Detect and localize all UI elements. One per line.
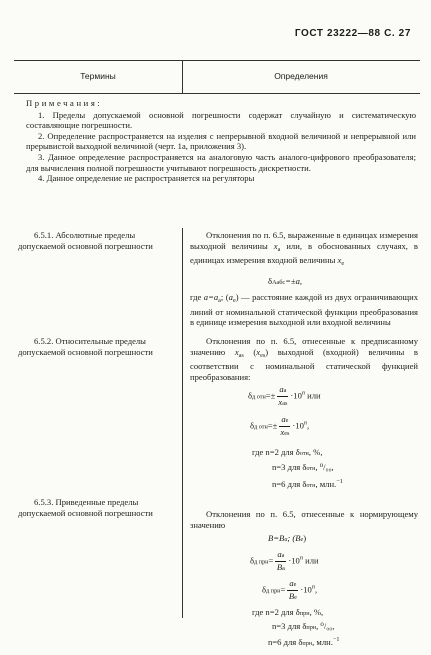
term-6-5-3 (18, 497, 170, 518)
rel-n-2: где n=2 для δотн, %, (252, 447, 323, 457)
term-text: Относительные пределы допускаемой основной погрешности (18, 336, 153, 357)
term-text: Приведенные пределы допускаемой основной погрешности (18, 497, 153, 518)
note-1: 1. Пределы допускаемой основной погрешности содержат случайную и систематическую составляющие погрешности. (26, 109, 416, 131)
formula-b: B=Ba; (Be) (268, 533, 307, 543)
column-terms-heading: Термины (80, 71, 116, 81)
red-n-6: n=6 для δпрн, млн.$^{-1}$ (268, 636, 340, 647)
definition-6-5-1-where (190, 292, 418, 328)
page-header: ГОСТ 23222—88 С. 27 (294, 28, 411, 39)
formula-rel-2: δд отн=± $\frac{ae}{\text{xes}}$ $\cdot 10^n$, (250, 414, 310, 437)
term-number: 6.5.3. (34, 497, 54, 507)
term-number: 6.5.2. (34, 336, 54, 346)
rel-n-6: n=6 для δотн, млн.$^{-1}$ (272, 478, 343, 489)
definition-text: Отклонения по п. 6.5, выраженные в единицах измерения выходной величины $x_а$ или, в обоснованных случаях, в единицах измерения входной величины $x_e$ (190, 230, 418, 268)
note-4: 4. Данное определение не распространяется на регуляторы (38, 173, 255, 184)
red-n-2: где n=2 для δпрн, %, (252, 607, 324, 617)
formula-rel-1: δд отн=± $\frac{aa}{\text{xas}}$ $\cdot 10^n$ или (248, 384, 321, 407)
formula-red-2: δд прн= $\frac{ae}{Be}$ $\cdot 10^n$, (262, 578, 318, 601)
formula-red-1: δд прн= $\frac{aa}{Ba}$ $\cdot 10^n$ или (250, 549, 319, 572)
definition-6-5-3 (190, 509, 418, 530)
term-number: 6.5.1. (34, 230, 54, 240)
formula-abs: δАабс=±a, (268, 276, 303, 286)
definition-text: Отклонения по п. 6.5, отнесенные к предписанному значению $x_{as}$ $(x_{es})$ выходной (входной) величины в соответствии с номинальной статической функцией преобразования: (190, 336, 418, 382)
term-6-5-1 (18, 230, 170, 251)
term-text: Абсолютные пределы допускаемой основной погрешности (18, 230, 153, 251)
term-6-5-2 (18, 336, 170, 357)
note-2: 2. Определение распространяется на изделия с непрерывной входной величиной и непрерывной или прерывистой выходной величиной (черт. 1а, приложения 3). (26, 130, 416, 152)
note-3: 3. Данное определение распространяется на аналоговую часть аналого-цифрового преобразователя; для вычисления полной погрешности учитывают погрешность дискретности. (26, 151, 416, 173)
table-column-header (14, 60, 420, 94)
definition-6-5-2 (190, 336, 418, 382)
notes-title: Примечания: (26, 98, 103, 108)
column-definitions-heading: Определения (274, 71, 328, 81)
definition-6-5-1 (190, 230, 418, 270)
rel-n-3: n=3 для δотн, ⁰/₀₀, (272, 462, 334, 472)
definition-text: Отклонения по п. 6.5, отнесенные к нормирующему значению (190, 509, 418, 530)
table-vertical-rule (182, 228, 183, 618)
definition-text: где $a=a_a$; $(a_e)$ — расстояние каждой из двух ограничивающих линий от номинальной статической функции преобразования в единице измерения выходной или входной величины (190, 292, 419, 328)
red-n-3: n=3 для δпрн, ⁰/₀₀, (272, 621, 335, 631)
notes-block (26, 98, 416, 184)
